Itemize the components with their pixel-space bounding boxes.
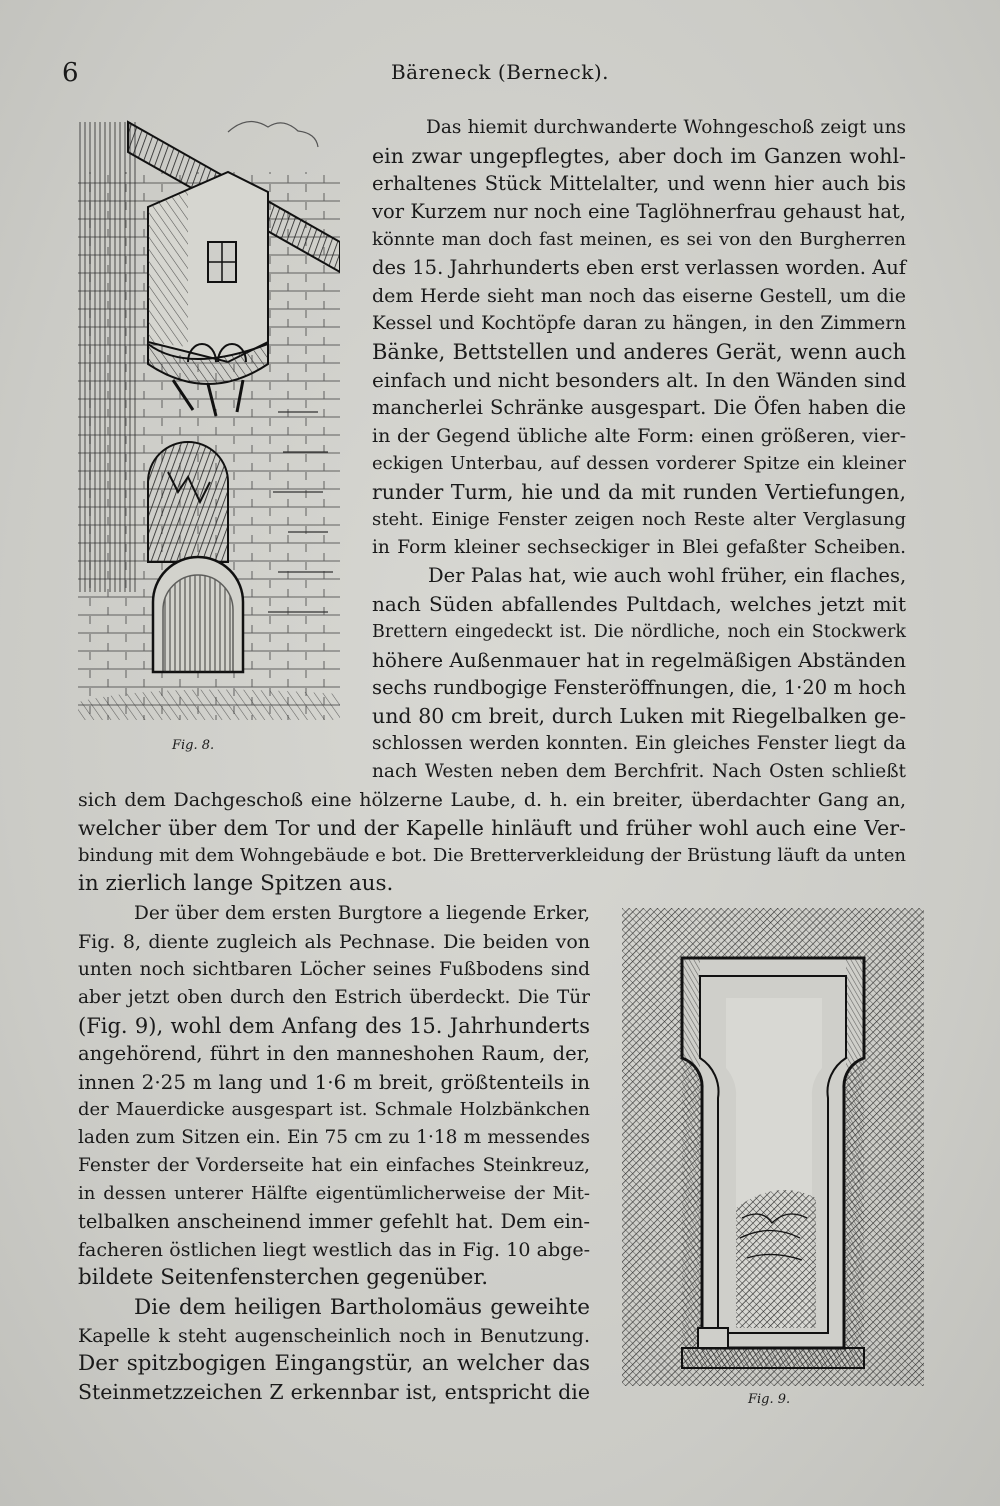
text-line: ein zwar ungepflegtes, aber doch im Ganzen wohl-	[372, 144, 906, 168]
text-line: höhere Außenmauer hat in regelmäßigen Abständen	[372, 648, 906, 672]
figure-9-caption: Fig. 9.	[748, 1392, 791, 1407]
text-line: nach Westen neben dem Berchfrit. Nach Osten schließt	[372, 761, 906, 782]
text-line: in dessen unterer Hälfte eigentümlicherweise der Mit-	[78, 1183, 590, 1204]
figure-8-caption: Fig. 8.	[172, 738, 215, 753]
text-line: innen 2·25 m lang und 1·6 m breit, größtenteils in	[78, 1070, 590, 1094]
text-line: bindung mit dem Wohngebäude e bot. Die Bretterverkleidung der Brüstung läuft da unten	[78, 845, 906, 866]
text-line: Fig. 8, diente zugleich als Pechnase. Die beiden von	[78, 931, 590, 953]
text-line: Bänke, Bettstellen und anderes Gerät, wenn auch	[372, 340, 906, 364]
text-line: (Fig. 9), wohl dem Anfang des 15. Jahrhunderts	[78, 1014, 590, 1038]
text-line: welcher über dem Tor und der Kapelle hinläuft und früher wohl auch eine Ver-	[78, 816, 906, 840]
text-line: steht. Einige Fenster zeigen noch Reste alter Verglasung	[372, 509, 906, 530]
text-line: sechs rundbogige Fensteröffnungen, die, 1·20 m hoch	[372, 676, 906, 699]
text-line: Fenster der Vorderseite hat ein einfaches Steinkreuz,	[78, 1155, 590, 1176]
text-line: facheren östlichen liegt westlich das in Fig. 10 abge-	[78, 1239, 590, 1261]
text-line: in zierlich lange Spitzen aus.	[78, 871, 394, 896]
page-number: 6	[62, 58, 79, 88]
text-line: in Form kleiner sechseckiger in Blei gefaßter Scheiben.	[372, 537, 906, 558]
text-line: schlossen werden konnten. Ein gleiches Fenster liegt da	[372, 733, 906, 754]
text-line: Der Palas hat, wie auch wohl früher, ein flaches,	[428, 564, 907, 587]
text-line: erhaltenes Stück Mittelalter, und wenn hier auch bis	[372, 172, 906, 195]
text-line: Der spitzbogigen Eingangstür, an welcher das	[78, 1351, 590, 1376]
text-line: laden zum Sitzen ein. Ein 75 cm zu 1·18 m messendes	[78, 1127, 590, 1148]
running-title: Bäreneck (Berneck).	[390, 60, 609, 84]
text-line: Steinmetzzeichen Z erkennbar ist, entspricht die	[78, 1380, 590, 1404]
text-line: unten noch sichtbaren Löcher seines Fußbodens sind	[78, 959, 590, 980]
text-line: vor Kurzem nur noch eine Taglöhnerfrau gehaust hat,	[372, 200, 906, 223]
text-line: des 15. Jahrhunderts eben erst verlassen worden. Auf	[372, 256, 906, 279]
text-line: eckigen Unterbau, auf dessen vorderer Spitze ein kleiner	[372, 453, 906, 474]
text-line: bildete Seitenfensterchen gegenüber.	[78, 1265, 489, 1290]
text-line: sich dem Dachgeschoß eine hölzerne Laube, d. h. ein breiter, überdachter Gang an,	[78, 789, 906, 811]
figure-9-illustration	[622, 908, 924, 1386]
text-line: Die dem heiligen Bartholomäus geweihte	[134, 1295, 590, 1320]
text-line: und 80 cm breit, durch Luken mit Riegelbalken ge-	[372, 704, 906, 728]
text-line: Das hiemit durchwanderte Wohngeschoß zeigt uns	[426, 117, 906, 138]
text-line: könnte man doch fast meinen, es sei von den Burgherren	[372, 229, 906, 250]
text-line: runder Turm, hie und da mit runden Vertiefungen,	[372, 480, 906, 504]
text-line: telbalken anscheinend immer gefehlt hat. Dem ein-	[78, 1210, 590, 1233]
text-line: in der Gegend übliche alte Form: einen größeren, vier-	[372, 425, 906, 447]
text-line: einfach und nicht besonders alt. In den Wänden sind	[372, 368, 907, 392]
text-line: nach Süden abfallendes Pultdach, welches jetzt mit	[372, 592, 906, 616]
text-line: Kessel und Kochtöpfe daran zu hängen, in den Zimmern	[372, 313, 906, 334]
figure-8-illustration	[78, 112, 340, 720]
text-line: aber jetzt oben durch den Estrich überdeckt. Die Tür	[78, 987, 590, 1008]
text-line: Kapelle k steht augenscheinlich noch in Benutzung.	[78, 1325, 590, 1347]
text-line: Der über dem ersten Burgtore a liegende Erker,	[134, 903, 590, 924]
text-line: Brettern eingedeckt ist. Die nördliche, noch ein Stockwerk	[372, 622, 906, 642]
text-line: mancherlei Schränke ausgespart. Die Öfen haben die	[372, 396, 906, 419]
text-line: dem Herde sieht man noch das eiserne Gestell, um die	[372, 285, 906, 307]
text-line: angehörend, führt in den manneshohen Raum, der,	[78, 1042, 590, 1065]
text-line: der Mauerdicke ausgespart ist. Schmale Holzbänkchen	[78, 1099, 590, 1120]
